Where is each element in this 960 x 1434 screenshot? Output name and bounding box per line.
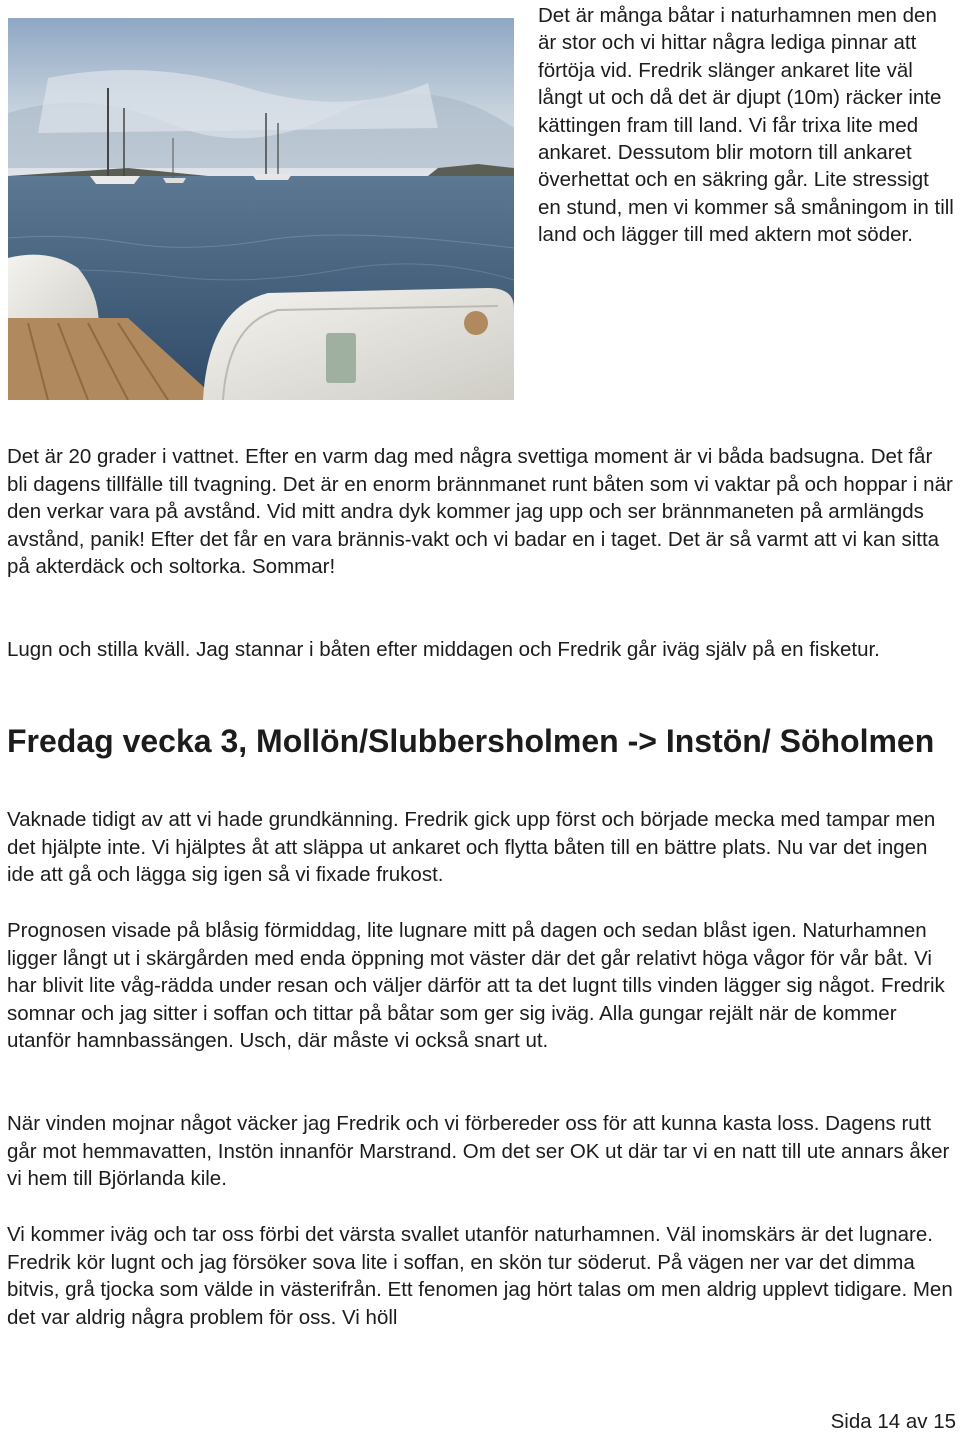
paragraph: Det är 20 grader i vattnet. Efter en varm dag med några svettiga moment är vi båda badsugna. Det får bli dagens tillfälle till tvagning. Det är en enorm brännmanet runt båten som vi vaktar på och hoppar i när den verkar vara på avstånd. Vid mitt andra dyk kommer jag upp och ser brännmaneten på armlängds avstånd, panik! Efter det får en vara brännis-vakt och vi badar en i taget. Det är så varmt att vi kan sitta på akterdäck och soltorka. Sommar! [7, 445, 953, 579]
paragraph: Vaknade tidigt av att vi hade grundkänning. Fredrik gick upp först och började mecka med tampar men det hjälpte inte. Vi hjälptes åt att släppa ut ankaret och flytta båten till en bättre plats. Nu var det ingen ide att gå och lägga sig igen så vi fixade frukost. [7, 808, 936, 887]
paragraph: Lugn och stilla kväll. Jag stannar i båten efter middagen och Fredrik går iväg själv på en fisketur. [7, 638, 880, 661]
page-number: Sida 14 av 15 [830, 1410, 956, 1433]
paragraph: När vinden mojnar något väcker jag Fredrik och vi förbereder oss för att kunna kasta loss. Dagens rutt går mot hemmavatten, Instön innanför Marstrand. Om det ser OK ut där tar vi en natt till ute annars åker vi hem till Björlanda kile. [7, 1112, 950, 1191]
harbor-photo-image [8, 18, 514, 400]
paragraph: Prognosen visade på blåsig förmiddag, lite lugnare mitt på dagen och sedan blåst igen. Naturhamnen ligger långt ut i skärgården med enda öppning mot väster där det går relativt höga vågor för vår båt. Vi har blivit lite våg-rädda under resan och väljer därför att ta det lugnt tills vinden lägger sig något. Fredrik somnar och jag sitter i soffan och tittar på båtar som ger sig iväg. Alla gungar rejält när de kommer utanför hamnbassängen. Usch, där måste vi också snart ut. [7, 919, 945, 1053]
paragraph: Vi kommer iväg och tar oss förbi det värsta svallet utanför naturhamnen. Väl inomskärs är det lugnare. Fredrik kör lugnt och jag försöker sova lite i soffan, en skön tur söderut. På vägen ner var det dimma bitvis, grå tjocka som välde in västerifrån. Ett fenomen jag hört talas om men aldrig upplevt tidigare. Men det var aldrig några problem för oss. Vi höll [7, 1223, 953, 1329]
section-heading: Fredag vecka 3, Mollön/Slubbersholmen -> Instön/ Söholmen [7, 723, 935, 759]
harbor-photo [8, 18, 514, 400]
side-paragraph: Det är många båtar i naturhamnen men den är stor och vi hittar några lediga pinnar att förtöja vid. Fredrik slänger ankaret lite väl långt ut och då det är djupt (10m) räcker inte kättingen fram till land. Vi får trixa lite med ankaret. Dessutom blir motorn till ankaret överhettat och en säkring går. Lite stressigt en stund, men vi kommer så småningom in till land och lägger till med aktern mot söder. [538, 4, 954, 247]
